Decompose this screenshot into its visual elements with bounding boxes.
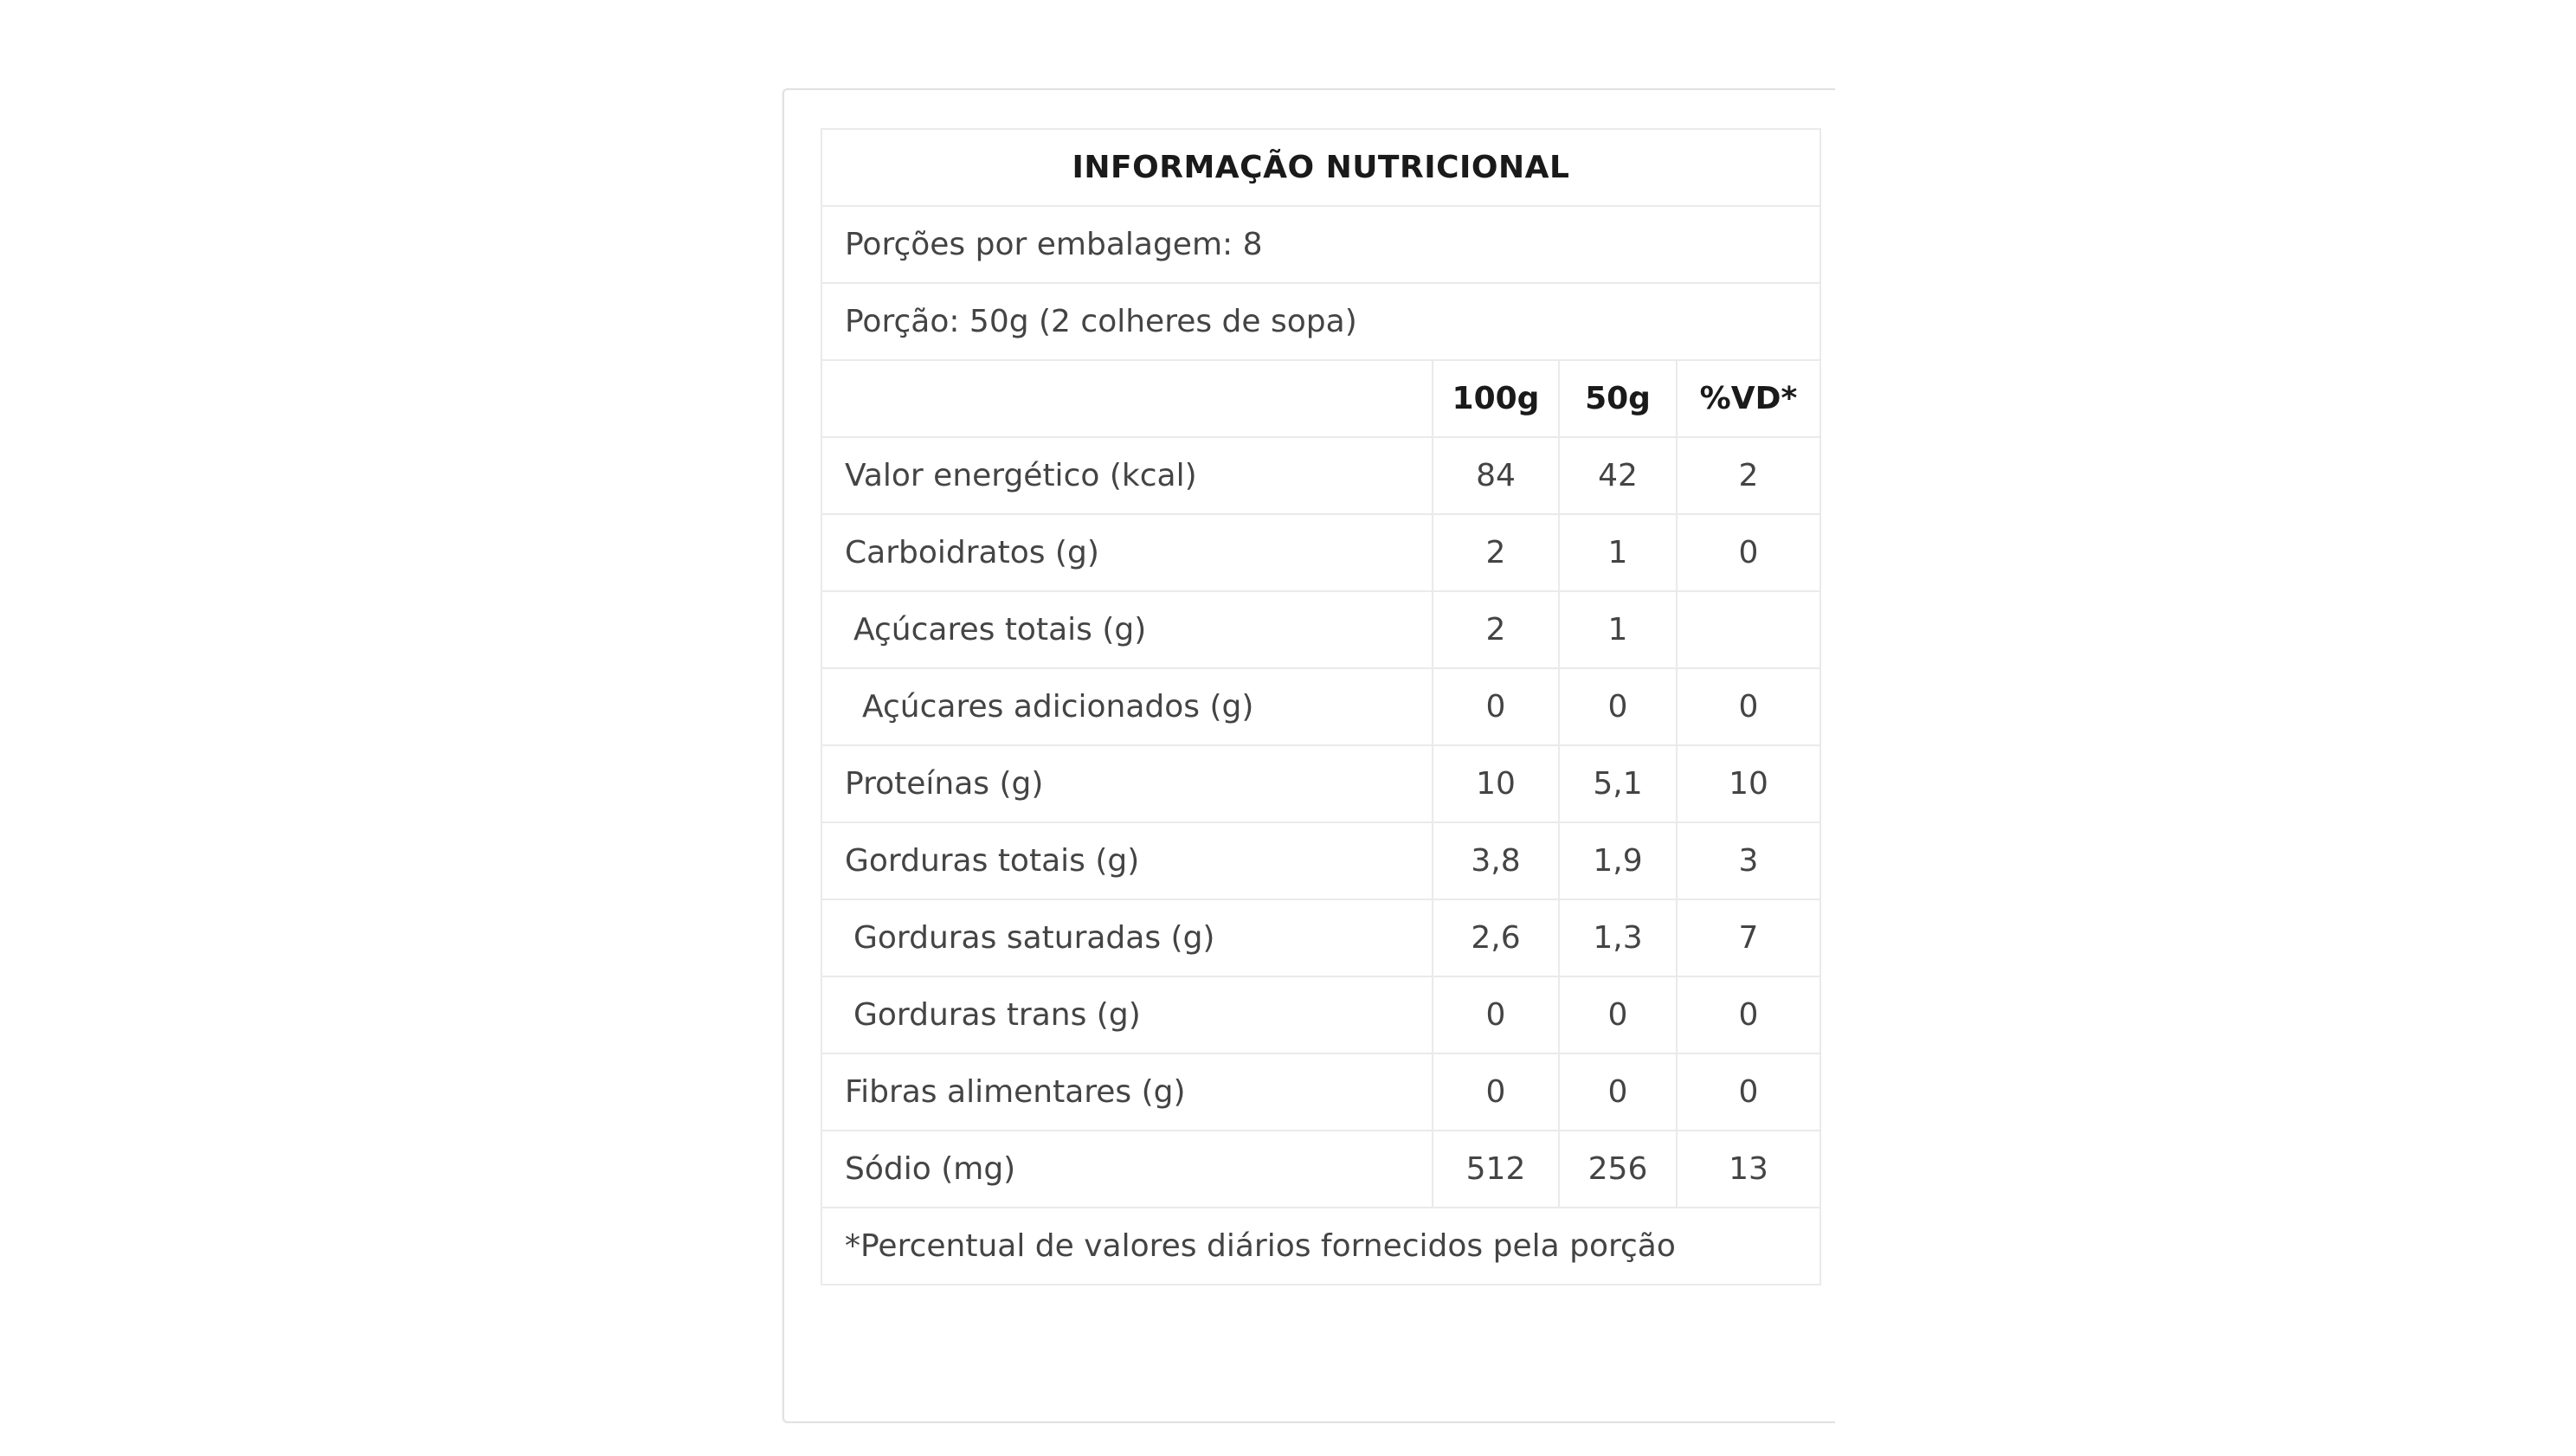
nutrient-label: Valor energético (kcal): [821, 437, 1433, 514]
value-100g: 84: [1433, 437, 1559, 514]
table-row: [821, 437, 1820, 514]
nutrient-label: Carboidratos (g): [821, 514, 1433, 591]
column-header-100g: 100g: [1433, 360, 1559, 437]
value-vd: 10: [1677, 745, 1820, 822]
column-header-vd: %VD*: [1677, 360, 1820, 437]
value-50g: 5,1: [1559, 745, 1677, 822]
value-50g: 1,3: [1559, 899, 1677, 976]
value-vd: 0: [1677, 514, 1820, 591]
value-100g: 0: [1433, 976, 1559, 1053]
title-row: [821, 129, 1820, 206]
value-vd: 7: [1677, 899, 1820, 976]
value-50g: 0: [1559, 1053, 1677, 1131]
value-100g: 0: [1433, 668, 1559, 745]
footnote: *Percentual de valores diários fornecidos pela porção: [821, 1208, 1820, 1285]
value-100g: 2,6: [1433, 899, 1559, 976]
column-header-row: [821, 360, 1820, 437]
value-vd: 13: [1677, 1131, 1820, 1208]
value-100g: 2: [1433, 514, 1559, 591]
nutrient-label: Sódio (mg): [821, 1131, 1433, 1208]
value-vd: 2: [1677, 437, 1820, 514]
value-100g: 0: [1433, 1053, 1559, 1131]
value-vd: [1677, 591, 1820, 668]
serving-size: Porção: 50g (2 colheres de sopa): [821, 283, 1820, 360]
value-vd: 0: [1677, 668, 1820, 745]
value-50g: 256: [1559, 1131, 1677, 1208]
column-header-50g: 50g: [1559, 360, 1677, 437]
value-50g: 0: [1559, 976, 1677, 1053]
table-row: [821, 745, 1820, 822]
nutrient-label: Gorduras totais (g): [821, 822, 1433, 899]
value-50g: 0: [1559, 668, 1677, 745]
value-100g: 2: [1433, 591, 1559, 668]
nutrition-table: [821, 128, 1821, 1285]
nutrient-label: Proteínas (g): [821, 745, 1433, 822]
value-50g: 1: [1559, 514, 1677, 591]
serving-size-row: [821, 283, 1820, 360]
nutrient-label: Gorduras trans (g): [821, 976, 1433, 1053]
table-row: [821, 899, 1820, 976]
table-row: [821, 1053, 1820, 1131]
value-50g: 42: [1559, 437, 1677, 514]
table-row: [821, 668, 1820, 745]
table-row: [821, 591, 1820, 668]
value-50g: 1,9: [1559, 822, 1677, 899]
servings-row: [821, 206, 1820, 283]
value-100g: 512: [1433, 1131, 1559, 1208]
nutrient-label: Fibras alimentares (g): [821, 1053, 1433, 1131]
value-100g: 10: [1433, 745, 1559, 822]
table-row: [821, 514, 1820, 591]
footnote-row: [821, 1208, 1820, 1285]
value-100g: 3,8: [1433, 822, 1559, 899]
nutrient-label: Açúcares totais (g): [821, 591, 1433, 668]
table-row: [821, 822, 1820, 899]
nutrient-label: Gorduras saturadas (g): [821, 899, 1433, 976]
value-vd: 0: [1677, 1053, 1820, 1131]
value-vd: 0: [1677, 976, 1820, 1053]
table-row: [821, 1131, 1820, 1208]
value-vd: 3: [1677, 822, 1820, 899]
table-row: [821, 976, 1820, 1053]
column-header-empty: [821, 360, 1433, 437]
value-50g: 1: [1559, 591, 1677, 668]
nutrient-label: Açúcares adicionados (g): [821, 668, 1433, 745]
table-title: INFORMAÇÃO NUTRICIONAL: [821, 129, 1820, 206]
servings-per-package: Porções por embalagem: 8: [821, 206, 1820, 283]
